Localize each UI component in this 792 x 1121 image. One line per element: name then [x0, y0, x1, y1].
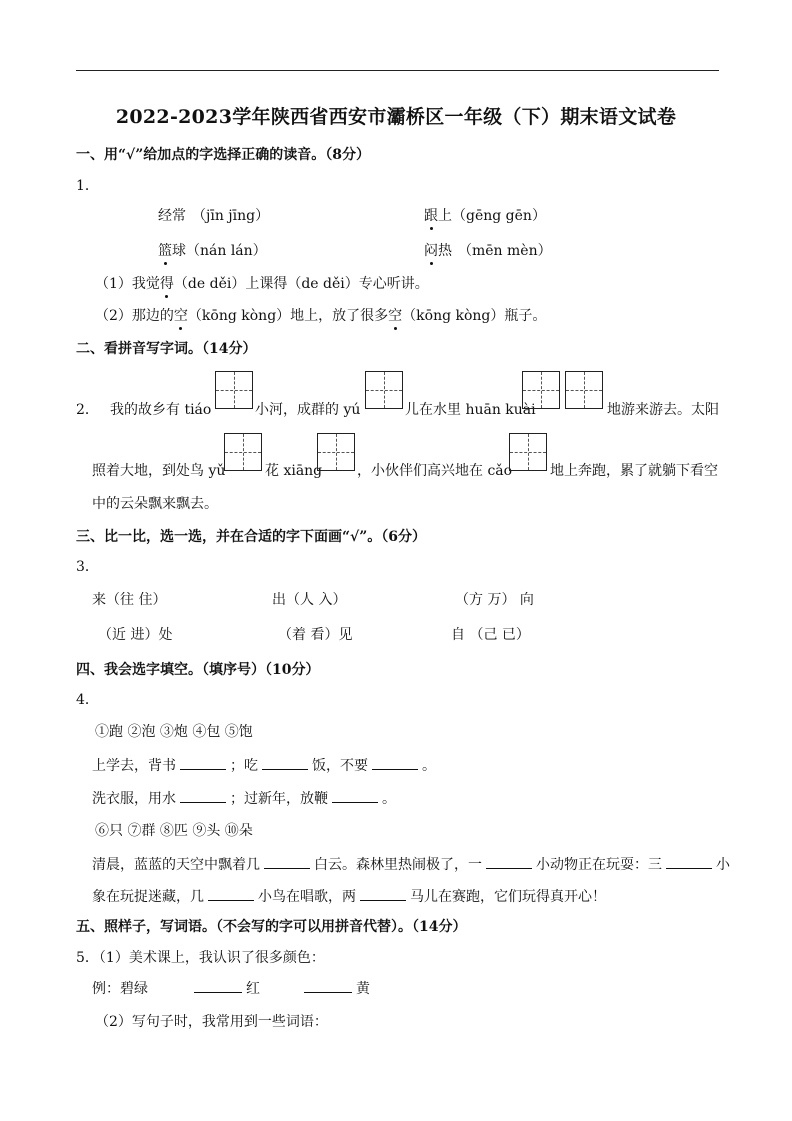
question-1-number: 1．	[76, 178, 99, 194]
question-2-number: 2．	[76, 402, 99, 418]
fill-blank[interactable]	[194, 980, 242, 993]
fill-blank[interactable]	[332, 790, 378, 803]
section-2-heading: 二、看拼音写字词。（14分）	[76, 341, 257, 357]
fill-blank[interactable]	[264, 856, 310, 869]
q2-line1-text-a: 我的故乡有 tiáo	[110, 402, 212, 418]
tian-grid-box[interactable]	[215, 371, 253, 409]
q2-line2-text-d: 地上奔跑，累了就躺下看空	[550, 463, 718, 479]
q3-item: 出（人 入）	[272, 592, 347, 608]
fill-blank[interactable]	[372, 757, 418, 770]
tian-grid-box[interactable]	[522, 371, 560, 409]
section-3-heading: 三、比一比，选一选，并在合适的字下面画“√”。（6分）	[76, 529, 427, 545]
section-5-heading: 五、照样子，写词语。（不会写的字可以用拼音代替）。（14分）	[76, 919, 467, 935]
section-1-heading: 一、用“√”给加点的字选择正确的读音。（8分）	[76, 147, 371, 163]
top-rule	[76, 70, 719, 71]
question-4-number: 4．	[76, 692, 99, 708]
q2-line1-text-d: 地游来游去。太阳	[607, 402, 719, 418]
q2-line1-text-b: 小河，成群的 yú	[255, 402, 361, 418]
fill-blank[interactable]	[262, 757, 308, 770]
fill-blank[interactable]	[666, 856, 712, 869]
fill-blank[interactable]	[486, 856, 532, 869]
tian-grid-box[interactable]	[565, 371, 603, 409]
q1-sentence-1: （1）我觉得（de děi）上课得（de děi）专心听讲。	[95, 276, 429, 292]
q2-line2-text-b: 花 xiāng	[265, 463, 323, 479]
fill-blank[interactable]	[208, 888, 254, 901]
q4-options-1: ①跑 ②泡 ③炮 ④包 ⑤饱	[95, 724, 253, 740]
q2-line2-text-a: 照着大地，到处鸟 yǔ	[92, 463, 226, 479]
q3-item: （方 万） 向	[455, 592, 534, 608]
q5-part2: （2）写句子时，我常用到一些词语：	[95, 1014, 328, 1030]
q1-sentence-2: （2）那边的空（kōng kòng）地上，放了很多空（kōng kòng）瓶子。	[95, 308, 547, 324]
page-title: 2022-2023学年陕西省西安市灞桥区一年级（下）期末语文试卷	[115, 106, 677, 128]
q1-word-genshang: 跟上（gēng gēn）	[424, 208, 546, 224]
q3-item: （近 进）处	[98, 627, 173, 643]
q1-word-menre: 闷热 （mēn mèn）	[424, 243, 552, 259]
q4-options-2: ⑥只 ⑦群 ⑧匹 ⑨头 ⑩朵	[95, 823, 253, 839]
q3-item: （着 看）见	[278, 627, 353, 643]
q4-line3: 清晨，蓝蓝的天空中飘着几 白云。森林里热闹极了，一 小动物正在玩耍：三 小	[92, 857, 730, 873]
q1-word-jingchang: 经常 （jīn jīng）	[158, 208, 270, 224]
q4-line4: 象在玩捉迷藏，几 小鸟在唱歌，两 马儿在赛跑，它们玩得真开心！	[92, 889, 606, 905]
q1-word-lanqiu: 篮球（nán lán）	[158, 243, 267, 259]
fill-blank[interactable]	[304, 980, 352, 993]
tian-grid-box[interactable]	[317, 433, 355, 471]
q2-line3-text: 中的云朵飘来飘去。	[92, 496, 218, 512]
q2-line1-text-c: 儿在水里 huān kuài	[405, 402, 536, 418]
tian-grid-box[interactable]	[224, 433, 262, 471]
question-3-number: 3．	[76, 559, 99, 575]
q3-item: 自 （己 已）	[451, 627, 530, 643]
q5-example-line: 例：碧绿 红 黄	[92, 981, 370, 997]
q5-part1: 5．（1）美术课上，我认识了很多颜色：	[76, 950, 325, 966]
fill-blank[interactable]	[180, 790, 226, 803]
tian-grid-box[interactable]	[365, 371, 403, 409]
q4-line2: 洗衣服，用水 ；过新年，放鞭 。	[92, 791, 396, 807]
q2-line2-text-c: ，小伙伴们高兴地在 cǎo	[357, 463, 513, 479]
section-4-heading: 四、我会选字填空。（填序号）（10分）	[76, 662, 320, 678]
tian-grid-box[interactable]	[509, 433, 547, 471]
q4-line1: 上学去，背书 ；吃 饭，不要 。	[92, 758, 436, 774]
fill-blank[interactable]	[180, 757, 226, 770]
q3-item: 来（往 住）	[92, 592, 167, 608]
fill-blank[interactable]	[360, 888, 406, 901]
